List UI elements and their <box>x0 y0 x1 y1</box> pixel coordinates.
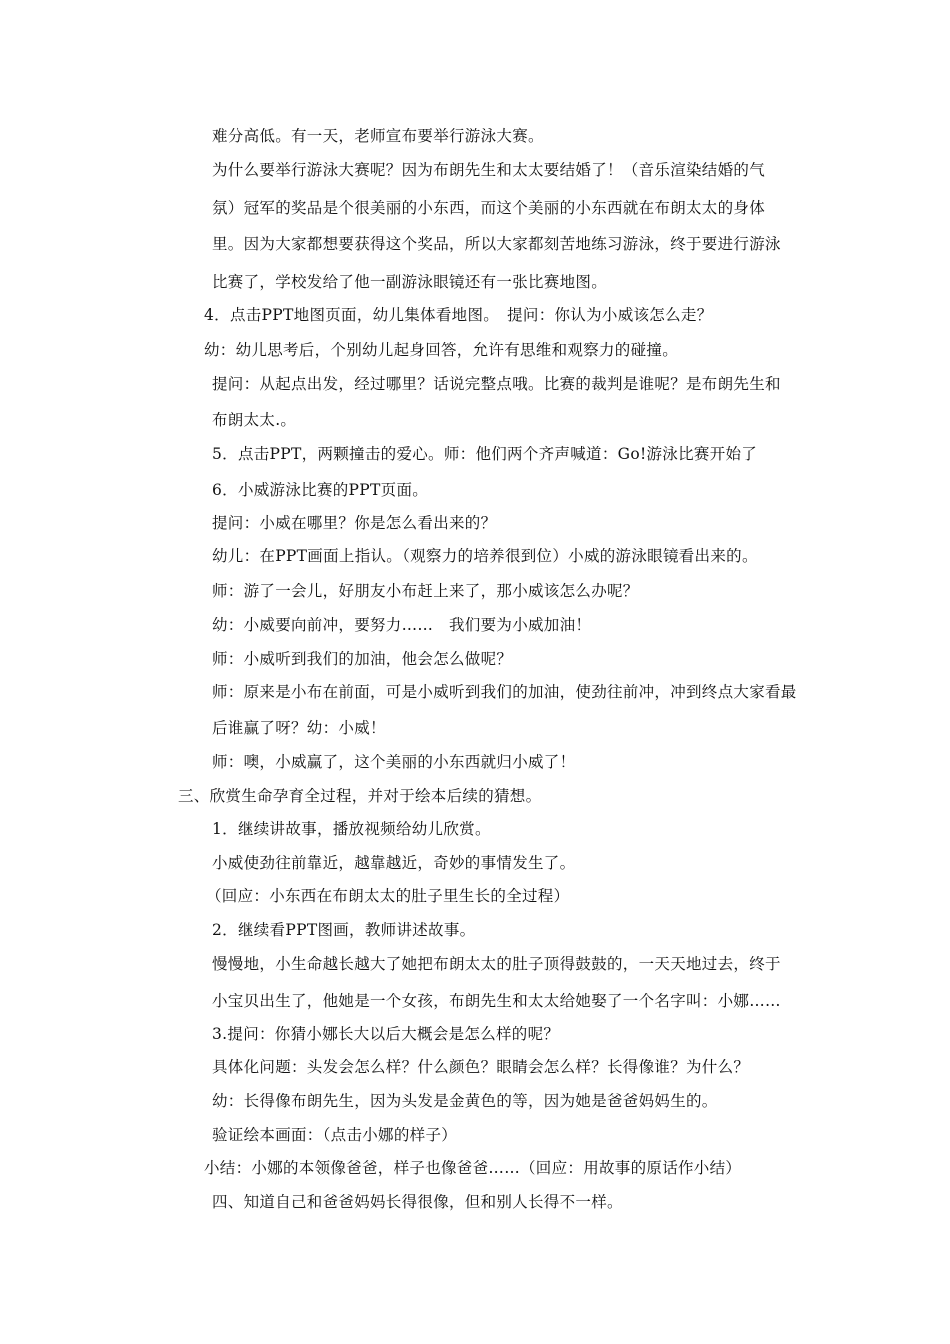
text-line: 师：小威听到我们的加油，他会怎么做呢？ <box>212 650 513 668</box>
text-line: 为什么要举行游泳大赛呢？因为布朗先生和太太要结婚了！（音乐渲染结婚的气 <box>212 161 766 179</box>
text-line: 幼：幼儿思考后，个别幼儿起身回答，允许有思维和观察力的碰撞。 <box>204 341 679 359</box>
text-line: 后谁赢了呀？幼：小威！ <box>212 719 386 737</box>
text-line: 师：游了一会儿，好朋友小布赶上来了，那小威该怎么办呢？ <box>212 582 639 600</box>
text-line: 小结：小娜的本领像爸爸，样子也像爸爸……（回应：用故事的原话作小结） <box>204 1159 742 1177</box>
text-line: 提问：小威在哪里？你是怎么看出来的？ <box>212 514 497 532</box>
text-line: 难分高低。有一天，老师宣布要举行游泳大赛。 <box>212 127 544 145</box>
text-line: 提问：从起点出发，经过哪里？话说完整点哦。比赛的裁判是谁呢？是布朗先生和 <box>212 375 781 393</box>
text-line: 小宝贝出生了，他她是一个女孩，布朗先生和太太给她娶了一个名字叫：小娜…… <box>212 992 781 1010</box>
text-line: 里。因为大家都想要获得这个奖品，所以大家都刻苦地练习游泳，终于要进行游泳 <box>212 235 781 253</box>
text-line: 布朗太太.。 <box>212 411 297 429</box>
text-line: 比赛了，学校发给了他一副游泳眼镜还有一张比赛地图。 <box>212 273 608 291</box>
text-line: 师：噢，小威赢了，这个美丽的小东西就归小威了！ <box>212 753 576 771</box>
text-line: 1．继续讲故事，播放视频给幼儿欣赏。 <box>212 820 491 838</box>
text-line: 6．小威游泳比赛的PPT页面。 <box>212 481 429 499</box>
text-line: 4．点击PPT地图页面，幼儿集体看地图。 提问：你认为小威该怎么走？ <box>204 306 713 324</box>
section-heading: 四、知道自己和爸爸妈妈长得很像，但和别人长得不一样。 <box>212 1193 623 1211</box>
text-line: 师：原来是小布在前面，可是小威听到我们的加油，使劲往前冲，冲到终点大家看最 <box>212 683 797 701</box>
text-line: 氛）冠军的奖品是个很美丽的小东西，而这个美丽的小东西就在布朗太太的身体 <box>212 199 766 217</box>
text-line: 验证绘本画面：（点击小娜的样子） <box>212 1126 458 1144</box>
text-line: 2．继续看PPT图画，教师讲述故事。 <box>212 921 476 939</box>
text-line: 幼：长得像布朗先生，因为头发是金黄色的等，因为她是爸爸妈妈生的。 <box>212 1092 718 1110</box>
text-line: 慢慢地，小生命越长越大了她把布朗太太的肚子顶得鼓鼓的，一天天地过去，终于 <box>212 955 781 973</box>
text-line: （回应：小东西在布朗太太的肚子里生长的全过程） <box>206 887 570 905</box>
text-line: 幼：小威要向前冲，要努力…… 我们要为小威加油！ <box>212 616 592 634</box>
text-line: 小威使劲往前靠近，越靠越近，奇妙的事情发生了。 <box>212 854 576 872</box>
text-line: 5．点击PPT，两颗撞击的爱心。师：他们两个齐声喊道：Go!游泳比赛开始了 <box>212 445 758 463</box>
text-line: 具体化问题：头发会怎么样？什么颜色？眼睛会怎么样？长得像谁？为什么？ <box>212 1058 750 1076</box>
text-line: 幼儿：在PPT画面上指认。（观察力的培养很到位）小威的游泳眼镜看出来的。 <box>212 547 758 565</box>
text-line: 3.提问：你猜小娜长大以后大概会是怎么样的呢？ <box>212 1025 560 1043</box>
section-heading: 三、欣赏生命孕育全过程，并对于绘本后续的猜想。 <box>178 787 542 805</box>
